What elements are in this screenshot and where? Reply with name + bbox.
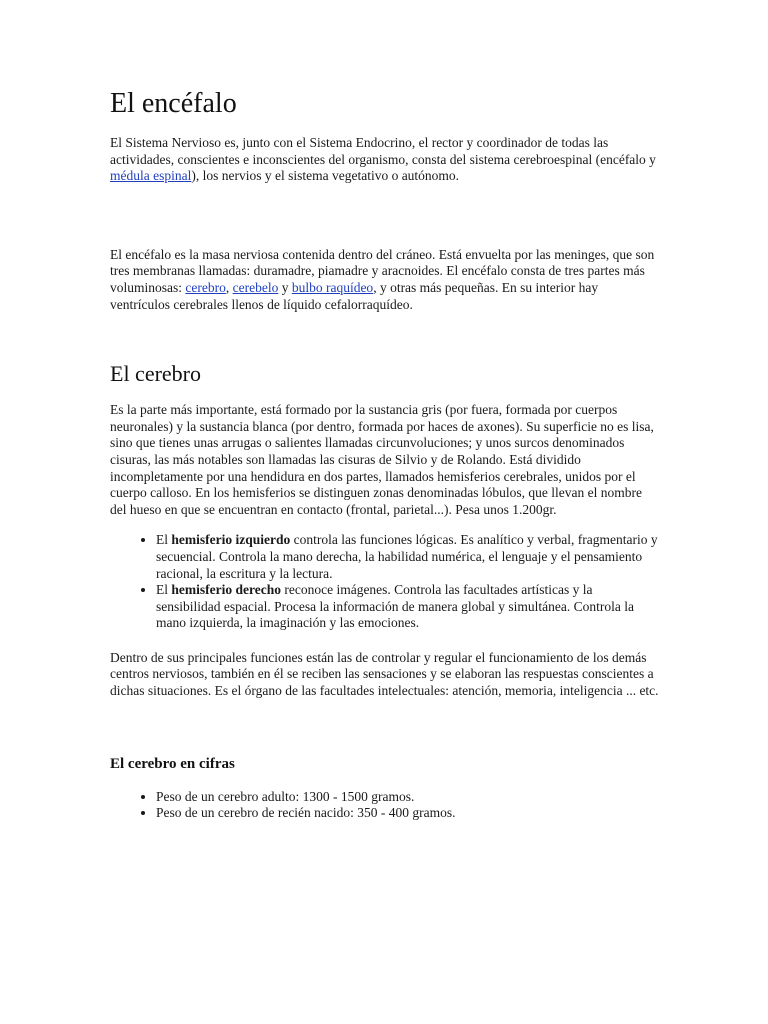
list-item-peso-adulto: • Peso de un cerebro adulto: 1300 - 1500 gramos. (156, 789, 660, 806)
link-cerebelo[interactable]: cerebelo (232, 279, 279, 295)
cerebro-paragraph: Es la parte más importante, está formado por la sustancia gris (por fuera, formada por cuerpos neuronales) y la sustancia blanca (por dentro, formada por haces de axones). Su superficie no es lisa, sino que tienes unas arrugas o salientes llamadas circunvoluciones; y unos surcos denominados cisuras, las más notables son llamadas las cisuras de Silvio y de Rolando. Está dividido incompletamente por una hendidura en dos partes, llamados hemisferios cerebrales, unidos por el cuerpo calloso. En los hemisferios se distinguen zonas denominadas lóbulos, que llevan el nombre del hueso en que se encuentran en contacto (frontal, parietal...). Pesa unos 1.200gr. (110, 402, 654, 517)
item-prefix: El (156, 532, 172, 548)
intro-text-after: ), los nervios y el sistema vegetativo o autónomo. (191, 168, 460, 184)
cifras-list (110, 789, 660, 822)
list-item-hemisferio-derecho (156, 582, 660, 632)
encefalo-text-after: , y otras más pequeñas. En su interior hay ventrículos cerebrales llenos de líquido cefalorraquídeo. (110, 279, 599, 312)
link-bulbo-raquideo[interactable]: bulbo raquídeo (291, 279, 374, 295)
item-prefix: El (156, 582, 172, 598)
encefalo-text-before: El encéfalo es la masa nerviosa contenida dentro del cráneo. Está envuelta por las meninges, que son tres membranas llamadas: duramadre, piamadre y aracnoides. El encéfalo consta de tres partes más voluminosas: (110, 246, 655, 295)
document-content (110, 86, 660, 822)
encefalo-sep-2: y (278, 279, 292, 295)
intro-text-before: El Sistema Nervioso es, junto con el Sistema Endocrino, el rector y coordinador de todas las actividades, conscientes e inconscientes del organismo, consta del sistema cerebroespinal (encéfalo y (110, 135, 656, 167)
intro-paragraph (110, 135, 660, 185)
cerebro-heading: El cerebro (110, 361, 201, 387)
list-item-peso-recien-nacido: • Peso de un cerebro de recién nacido: 350 - 400 gramos. (156, 805, 660, 822)
page-title: El encéfalo (110, 88, 237, 119)
encefalo-sep-1: , (225, 279, 233, 295)
link-medula-espinal[interactable]: médula espinal (110, 168, 192, 184)
item-text: reconoce imágenes. Controla las facultades artísticas y la sensibilidad espacial. Procesa la información de manera global y simultánea. Controla la mano izquierda, la imaginación y las emociones. (156, 582, 634, 631)
cifras-heading: El cerebro en cifras (110, 755, 235, 772)
list-item-hemisferio-izquierdo (156, 532, 660, 582)
item-bold-term: hemisferio derecho (171, 582, 281, 598)
hemisferios-list (110, 532, 660, 632)
funciones-paragraph: Dentro de sus principales funciones están las de controlar y regular el funcionamiento de los demás centros nerviosos, también en él se reciben las sensaciones y se elaboran las respuestas conscientes a dichas situaciones. Es el órgano de las facultades intelectuales: atención, memoria, inteligencia ... etc. (110, 649, 659, 699)
link-cerebro[interactable]: cerebro (185, 279, 226, 295)
encefalo-paragraph (110, 247, 660, 313)
item-bold-term: hemisferio izquierdo (171, 532, 291, 548)
item-text: controla las funciones lógicas. Es analítico y verbal, fragmentario y secuencial. Controla la mano derecha, la habilidad numérica, el lenguaje y el pensamiento racional, la escritura y la lectura. (156, 532, 658, 581)
